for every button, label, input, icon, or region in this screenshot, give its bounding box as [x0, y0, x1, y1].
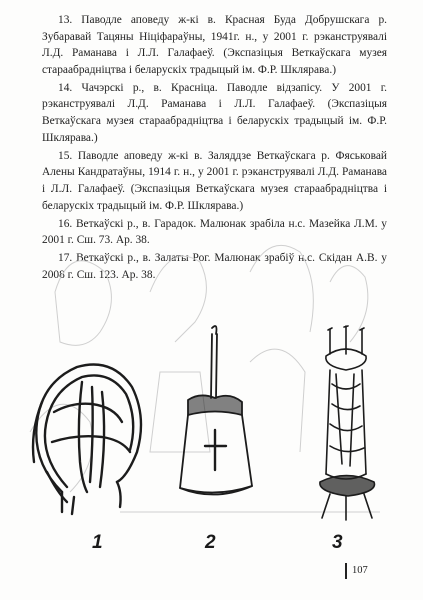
page-number: 107 — [352, 565, 368, 576]
figure-number-2: 2 — [205, 532, 216, 553]
drawings-area — [0, 232, 423, 600]
drawing-2 — [170, 320, 260, 530]
note-14: 14. Чачэрскі р., в. Красніца. Паводле відзапісу. У 2001 г. рэканструявалі Л.Д. Раманава і Л.Л. Галафаеў. (Экспазіцыя Веткаўскага музея стараабрадніцтва і беларускіх традыцый ім. Ф.Р. Шклярава.) — [42, 81, 387, 144]
drawing-1 — [22, 342, 152, 522]
note-15: 15. Паводле аповеду ж-кі в. Заляддзе Веткаўскага р. Фяськовай Алены Кандратаўны, 1914 г. н., у 2001 г. рэканструявалі Л.Д. Раманава і Л.Л. Галафаеў. (Экспазіцыя Веткаўскага музея стараабрадніцтва і беларускіх традыцый ім. Ф.Р. Шклярава.) — [42, 149, 387, 212]
note-17: 17. Веткаўскі р., в. Залаты Рог. Малюнак зрабіў н.с. Скідан А.В. у 2008 г. Сш. 123. Ар. 38. — [42, 252, 387, 281]
figure-number-1: 1 — [92, 532, 103, 553]
note-13: 13. Паводле аповеду ж-кі в. Красная Буда Добрушскага р. Зубаравай Тацяны Ніціфараўны, 1941г. н., у 2001 г. рэканструявалі Л.Д. Раманава і Л.Л. Галафаеў. (Экспазіцыя Веткаўскага музея стараабрадніцтва і беларускіх традыцый ім. Ф.Р. Шклярава.) — [42, 14, 387, 76]
drawing-3 — [308, 324, 388, 554]
figure-number-3: 3 — [332, 532, 343, 553]
page-number-rule — [345, 563, 347, 579]
note-16: 16. Веткаўскі р., в. Гарадок. Малюнак зрабіла н.с. Мазейка Л.М. у 2001 г. Сш. 73. Ар. 38. — [42, 217, 387, 247]
